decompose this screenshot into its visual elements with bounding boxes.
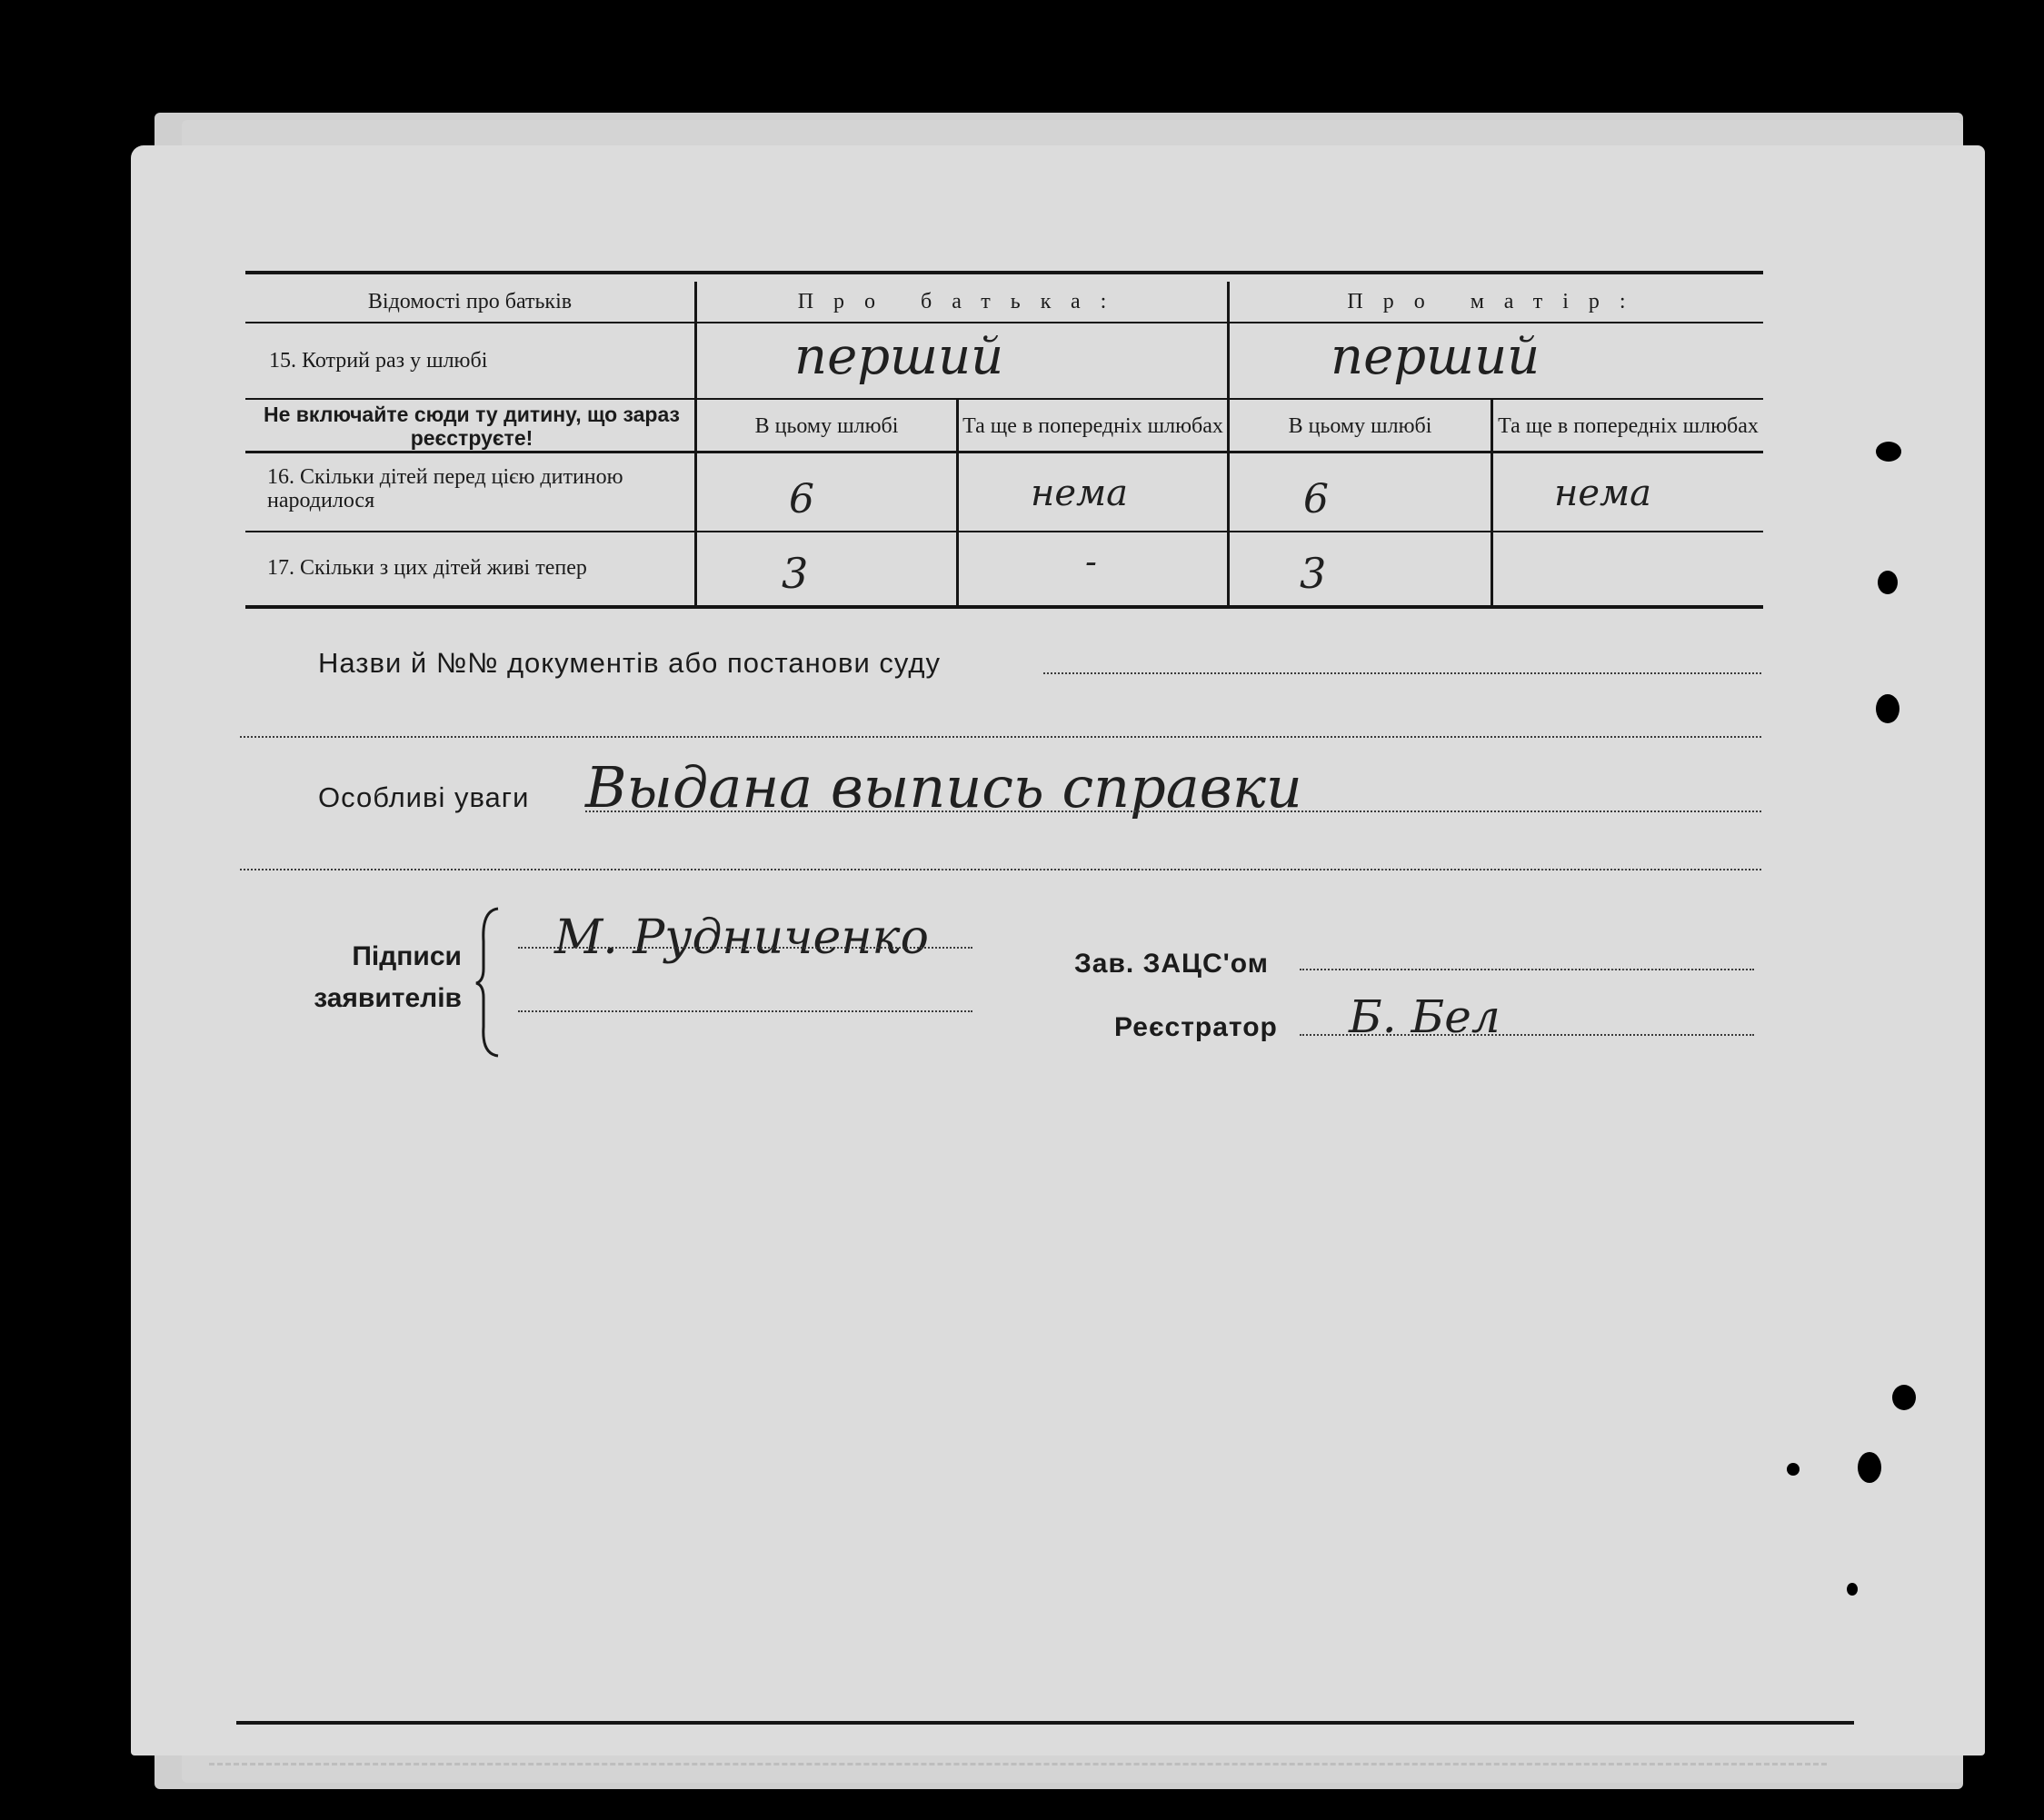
punch-hole [1876,694,1899,723]
table-rule [245,451,1763,453]
table-top-rule [245,271,1763,274]
row17-mother-this: 3 [1300,549,1327,598]
row16-father-this: 6 [789,476,814,522]
applicants-label-line2: заявителів [314,983,462,1013]
remarks-line-2 [240,869,1761,870]
registrar-label: Реєстратор [1114,1012,1278,1042]
punch-hole [1787,1463,1800,1476]
row17-father-previous: - [1085,542,1097,582]
registrar-signature: Б. Бел [1349,990,1501,1043]
row16-mother-previous: нема [1554,472,1652,514]
row17-label: 17. Скільки з цих дітей живі тепер [267,556,587,580]
table-rule [245,531,1763,532]
applicant-line-1 [518,947,972,949]
header-parents-info: Відомості про батьків [367,290,573,313]
table-rule [245,398,1763,400]
stack-bottom-edge [209,1763,1827,1765]
subheader-mother-this: В цьому шлюбі [1288,414,1432,438]
applicants-label [285,936,462,1019]
subheader-father-previous: Та ще в попередніх шлюбах [962,414,1223,438]
row15-father-value: перший [794,327,1004,386]
applicant-line-2 [518,1010,972,1012]
table-bottom-rule [245,605,1763,609]
subheader-father-this: В цьому шлюбі [754,414,899,438]
subheader-note: Не включайте сюди ту дитину, що зараз реєструєте! [263,403,680,450]
remarks-label: Особливі уваги [318,781,530,813]
row15-mother-value: перший [1331,327,1540,386]
documents-label: Назви й №№ документів або постанови суду [318,647,941,679]
row17-father-this: 3 [782,549,809,598]
documents-line [1043,672,1761,674]
row16-label: 16. Скільки дітей перед цією дитиною народилося [267,465,623,512]
header-father: Про батька: [797,290,1127,313]
remarks-line [585,811,1761,812]
form-page [131,145,1985,1755]
punch-hole [1876,442,1901,462]
punch-hole [1847,1583,1858,1596]
applicants-brace [474,905,502,1059]
row15-label: 15. Котрий раз у шлюбі [269,349,488,373]
applicant-signature-1: М. Рудниченко [554,910,929,965]
page-bottom-rule [236,1721,1854,1725]
header-mother: Про матір: [1347,290,1646,313]
punch-hole [1858,1452,1881,1483]
head-zags-label: Зав. ЗАЦС'ом [1074,949,1269,979]
row16-father-previous: нема [1031,472,1129,514]
applicants-label-line1: Підписи [352,941,462,971]
documents-line-2 [240,736,1761,738]
head-zags-line [1300,969,1754,970]
punch-hole [1878,571,1898,594]
registrar-line [1300,1034,1754,1036]
table-rule [245,322,1763,323]
remarks-value: Выдана выпись справки [585,754,1302,820]
punch-hole [1892,1385,1916,1410]
subheader-mother-previous: Та ще в попередніх шлюбах [1498,414,1759,438]
row16-mother-this: 6 [1303,476,1329,522]
